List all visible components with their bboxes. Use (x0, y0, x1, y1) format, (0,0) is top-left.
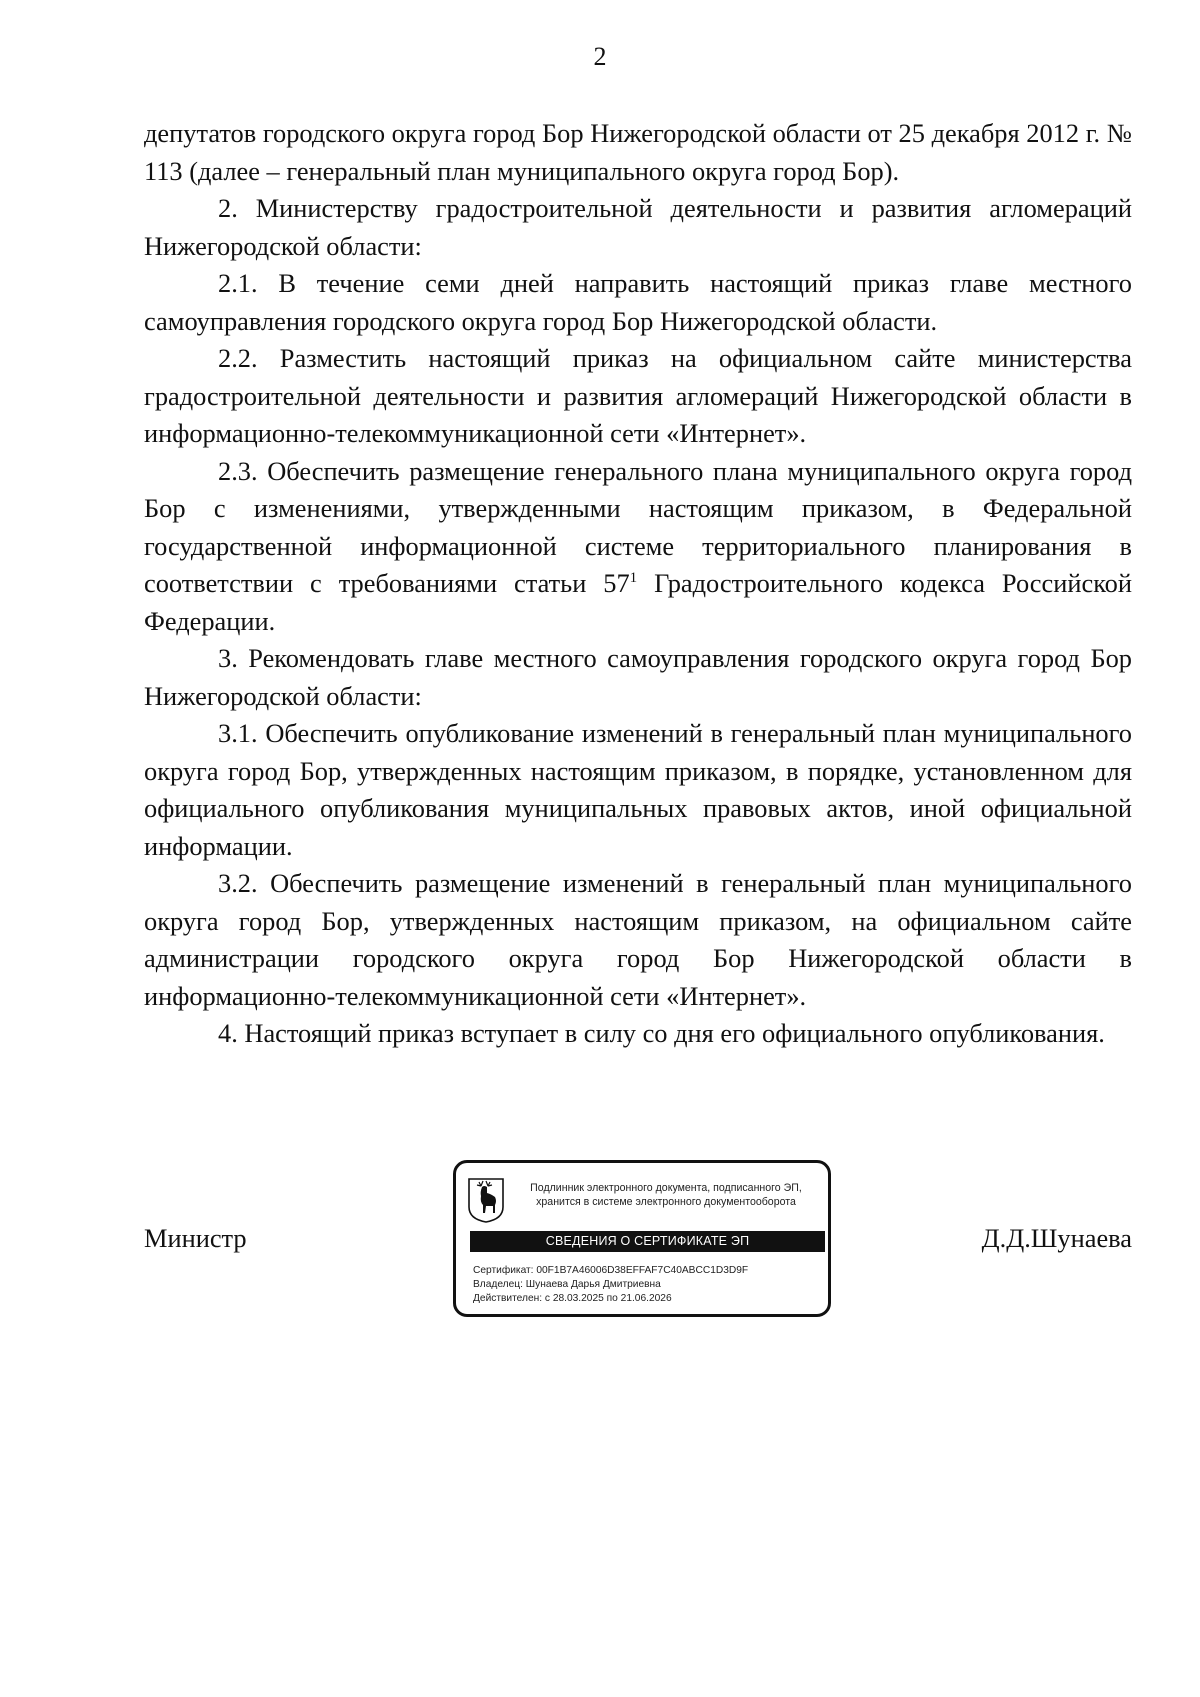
stamp-certificate-banner: СВЕДЕНИЯ О СЕРТИФИКАТЕ ЭП (470, 1231, 825, 1252)
paragraph-item-3-1: 3.1. Обеспечить опубликование изменений в генеральный план муниципального округа город Бор, утвержденных настоящим приказом, в порядке, установленном для официального опубликования муниципальных правовых актов, иной официальной информации. (144, 718, 1132, 861)
nizhny-novgorod-deer-emblem-icon (467, 1177, 505, 1223)
stamp-certificate-owner: Владелец: Шунаева Дарья Дмитриевна (473, 1279, 661, 1290)
paragraph-item-2-3 (144, 453, 1132, 641)
paragraph-item-2-3-text: 2.3. Обеспечить размещение генерального плана муниципального округа город Бор с изменениями, утвержденными настоящим приказом, в Федеральной государственной информационной системе территориального планирования в соответствии с требованиями статьи 57 (144, 455, 1132, 598)
paragraph-continuation: депутатов городского округа город Бор Нижегородской области от 25 декабря 2012 г. № 113 (далее – генеральный план муниципального округа город Бор). (144, 118, 1132, 186)
paragraph-item-2-1: 2.1. В течение семи дней направить настоящий приказ главе местного самоуправления городского округа город Бор Нижегородской области. (144, 268, 1132, 336)
paragraph-item-2-2: 2.2. Разместить настоящий приказ на официальном сайте министерства градостроительной деятельности и развития агломераций Нижегородской области в информационно-телекоммуникационной сети «Интернет». (144, 343, 1132, 448)
page-number: 2 (593, 42, 607, 71)
signer-position: Министр (144, 1223, 247, 1253)
paragraph-item-2: 2. Министерству градостроительной деятельности и развития агломераций Нижегородской области: (144, 193, 1132, 261)
document-body (144, 115, 1132, 1053)
electronic-signature-stamp (453, 1160, 831, 1317)
stamp-original-note: Подлинник электронного документа, подписанного ЭП, (530, 1182, 802, 1194)
paragraph-item-2-3-tail: Градостроительного кодекса Российской Федерации. (144, 568, 1132, 636)
stamp-certificate-number: Сертификат: 00F1B7A46006D38EFFAF7C40ABCC1D3D9F (473, 1265, 749, 1276)
signer-name: Д.Д.Шунаева (981, 1223, 1132, 1253)
paragraph-item-4: 4. Настоящий приказ вступает в силу со дня его официального опубликования. (218, 1018, 1105, 1048)
stamp-storage-note: хранится в системе электронного документооборота (536, 1196, 796, 1208)
stamp-certificate-validity: Действителен: с 28.03.2025 по 21.06.2026 (473, 1293, 672, 1304)
paragraph-item-3-2: 3.2. Обеспечить размещение изменений в генеральный план муниципального округа город Бор, утвержденных настоящим приказом, на официальном сайте администрации городского округа город Бор Нижегородской области в информационно-телекоммуникационной сети «Интернет». (144, 868, 1132, 1011)
paragraph-item-3: 3. Рекомендовать главе местного самоуправления городского округа город Бор Нижегородской области: (144, 643, 1132, 711)
article-superscript: 1 (629, 570, 638, 586)
